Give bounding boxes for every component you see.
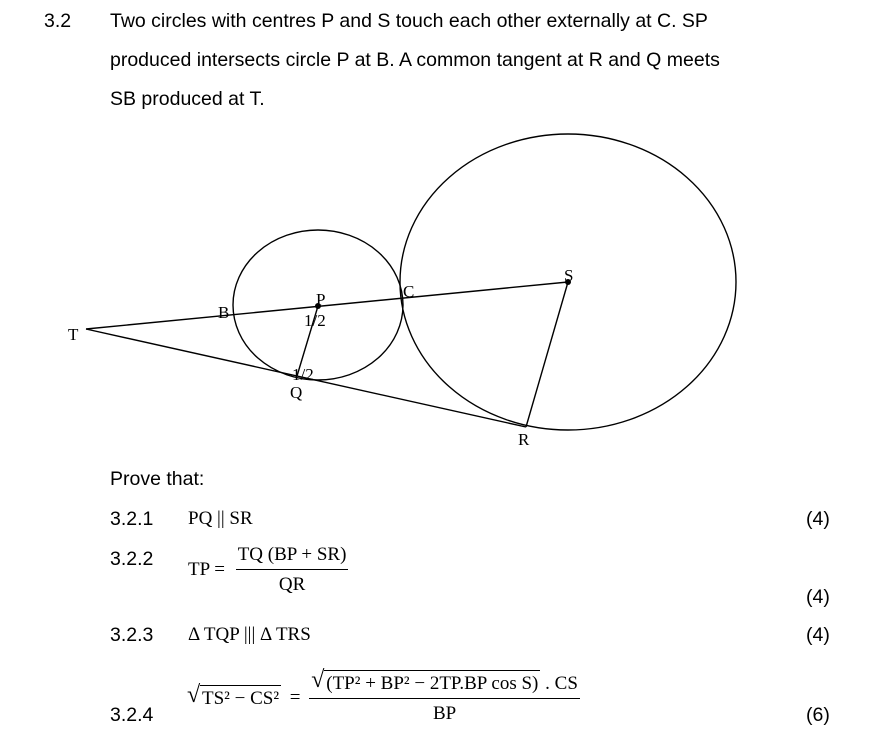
denominator-3-2-2: QR xyxy=(278,574,306,595)
item-number-3-2-2: 3.2.2 xyxy=(110,548,154,570)
question-line-2: produced intersects circle P at B. A common tangent at R and Q meets xyxy=(110,49,720,71)
fraction-3-2-4 xyxy=(309,667,580,725)
statement-3-2-3: Δ TQP ||| Δ TRS xyxy=(188,624,311,645)
question-line-1: Two circles with centres P and S touch each other externally at C. SP xyxy=(110,10,708,32)
label-q: Q xyxy=(290,383,303,402)
formula-3-2-2 xyxy=(188,544,348,596)
question-line-3: SB produced at T. xyxy=(110,88,265,110)
radius-s-r xyxy=(526,282,568,427)
angle-labels-q: 1/2 xyxy=(292,365,314,384)
formula-3-2-2-lhs: TP = xyxy=(188,559,225,580)
numerator-3-2-2: TQ (BP + SR) xyxy=(236,544,349,570)
sqrt-sign-icon: √ xyxy=(311,667,325,693)
sqrt-sign-icon: √ xyxy=(187,682,201,708)
label-t: T xyxy=(68,325,79,344)
marks-3-2-3: (4) xyxy=(806,624,830,646)
label-p: P xyxy=(316,290,326,309)
numerator-radicand-3-2-4: (TP² + BP² − 2TP.BP cos S) xyxy=(324,670,540,695)
prove-heading: Prove that: xyxy=(110,468,205,490)
statement-3-2-1: PQ || SR xyxy=(188,508,253,529)
fraction-3-2-2 xyxy=(236,544,349,596)
item-number-3-2-4: 3.2.4 xyxy=(110,704,154,726)
numerator-root-3-2-4 xyxy=(311,667,540,695)
label-c: C xyxy=(403,282,415,301)
label-s: S xyxy=(564,266,574,285)
numerator-3-2-4 xyxy=(309,667,580,699)
marks-3-2-4: (6) xyxy=(806,704,830,726)
item-number-3-2-3: 3.2.3 xyxy=(110,624,154,646)
question-number: 3.2 xyxy=(44,10,72,32)
item-number-3-2-1: 3.2.1 xyxy=(110,508,154,530)
label-b: B xyxy=(218,303,230,322)
label-r: R xyxy=(518,430,530,449)
line-t-s xyxy=(86,282,568,329)
formula-3-2-4 xyxy=(187,667,580,725)
lhs-radicand-3-2-4: TS² − CS² xyxy=(200,685,281,710)
lhs-root-3-2-4 xyxy=(187,682,281,710)
equals-3-2-4: = xyxy=(289,686,301,708)
denominator-3-2-4: BP xyxy=(432,703,457,724)
marks-3-2-1: (4) xyxy=(806,508,830,530)
marks-3-2-2: (4) xyxy=(806,586,830,608)
numerator-tail-3-2-4: . CS xyxy=(545,673,578,694)
angle-labels-p: 1/2 xyxy=(304,311,326,330)
